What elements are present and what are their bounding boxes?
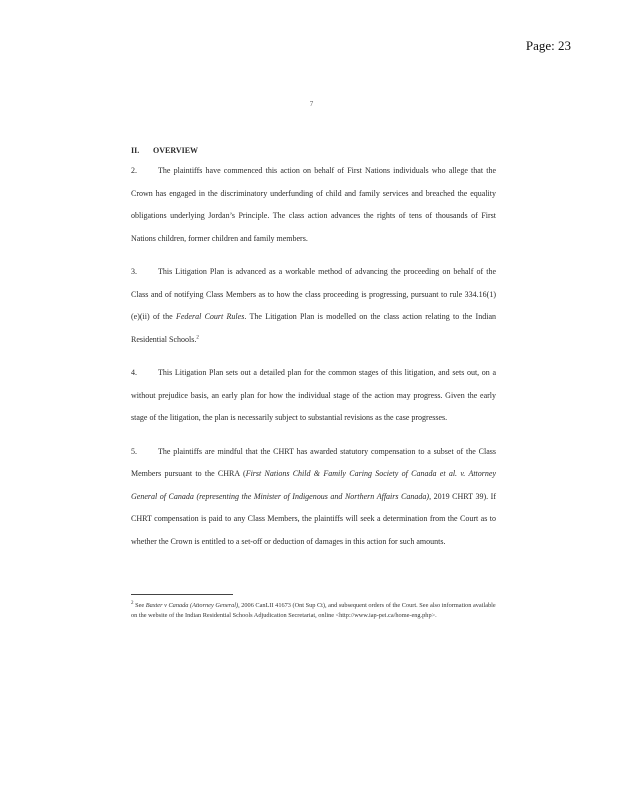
paragraph-5 xyxy=(131,441,496,554)
paragraph-number: 2. xyxy=(131,166,137,175)
paragraph-text: The plaintiffs are mindful that the CHRT has awarded statutory compensation to a subset of the Class Members pursuant to the CHRA ( xyxy=(131,446,496,478)
paragraph-number: 5. xyxy=(131,446,137,456)
section-heading xyxy=(131,146,496,156)
paragraph-number: 4. xyxy=(131,368,137,377)
footnote-reference[interactable]: 2 xyxy=(196,334,199,340)
footnote-divider xyxy=(131,594,233,595)
paragraph-2 xyxy=(131,160,496,250)
paragraph-text: This Litigation Plan is advanced as a workable method of advancing the proceeding on behalf of the Class and of notifying Class Members as to how the class proceeding is progressing, pursuant to rule 334.16(1)(e)(ii) of the xyxy=(131,267,496,321)
section-title: OVERVIEW xyxy=(153,146,199,155)
paragraph-text: The plaintiffs have commenced this action on behalf of First Nations individuals who allege that the Crown has engaged in the discriminatory underfunding of child and family services and breached the equality obligations underlying Jordan’s Principle. The class action advances the rights of tens of thousands of First Nations children, former children and family members. xyxy=(131,166,496,243)
section-number: II. xyxy=(131,146,140,155)
document-body xyxy=(131,146,496,564)
paragraph-text: . The Litigation Plan is modelled on the class action relating to the Indian Residential Schools. xyxy=(131,312,496,344)
page-label: Page: 23 xyxy=(525,38,571,53)
footnote xyxy=(131,601,501,620)
footnote-text: , 2006 CanLII 41673 (Ont Sup Ct), and subsequent orders of the Court. See also information available on the website of the Indian Residential Schools Adjudication Secretariat, online <http://www.iap-pei.ca/home-eng.php>. xyxy=(131,602,496,619)
footnote-marker: 2 xyxy=(131,600,134,606)
paragraph-italic: Federal Court Rules xyxy=(175,312,245,321)
paragraph-number: 3. xyxy=(131,267,137,276)
paragraph-4 xyxy=(131,362,496,430)
paragraph-3 xyxy=(131,261,496,351)
page-number: 7 xyxy=(309,100,314,108)
paragraph-text: , 2019 CHRT 39). If CHRT compensation is paid to any Class Members, the plaintiffs will seek a determination from the Court as to whether the Crown is entitled to a set-off or deduction of damages in this action for such amounts. xyxy=(131,491,496,546)
footnote-text: See xyxy=(133,602,146,609)
footnote-italic: Baxter v Canada (Attorney General) xyxy=(145,602,239,609)
paragraph-italic: First Nations Child & Family Caring Society of Canada et al. v. Attorney General of Canada (representing the Minister of Indigenous and Northern Affairs Canada) xyxy=(131,469,496,501)
paragraph-text: This Litigation Plan sets out a detailed plan for the common stages of this litigation, and sets out, on a without prejudice basis, an early plan for how the individual stage of the action may progress. Given the early stage of the litigation, the plan is necessarily subject to substantial revisions as the case progresses. xyxy=(131,368,496,422)
